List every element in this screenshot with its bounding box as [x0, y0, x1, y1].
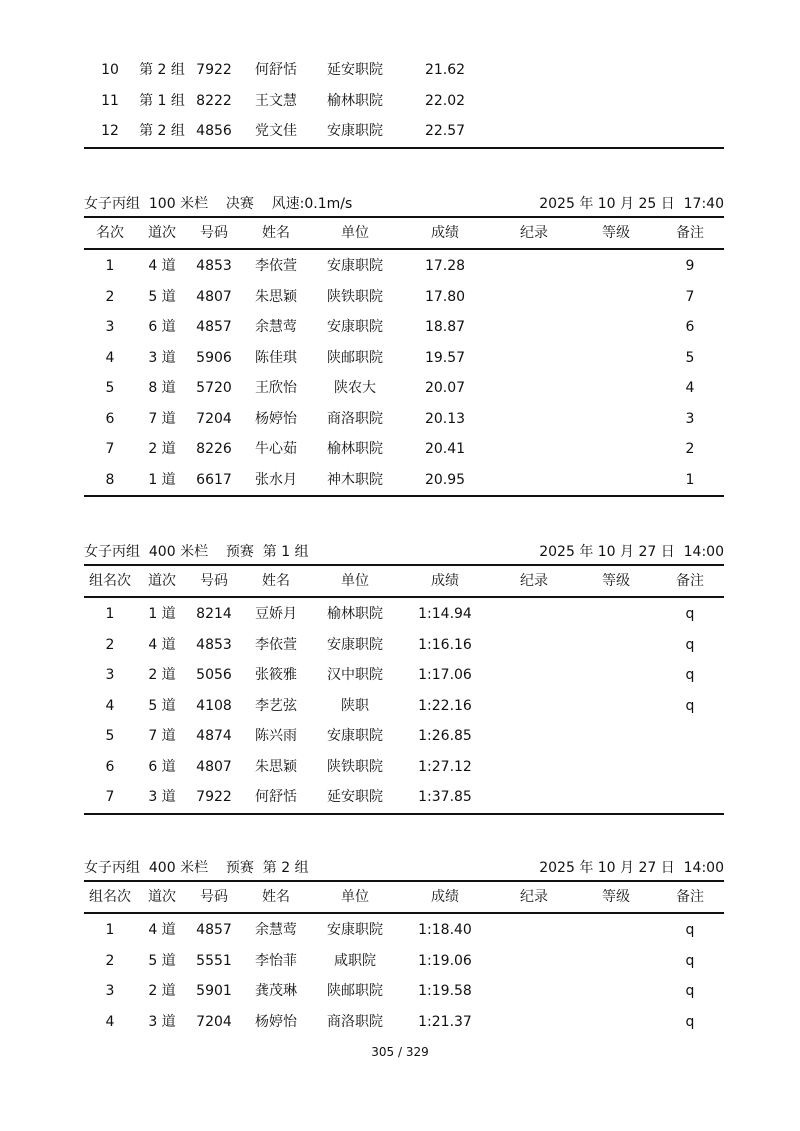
- result-cell: 22.57: [424, 123, 466, 139]
- name-cell: 王文慧: [255, 92, 297, 109]
- table-row: [84, 599, 724, 630]
- rank-header: 组名次: [89, 573, 131, 589]
- note-cell: q: [685, 606, 695, 622]
- name-cell: 豆娇月: [255, 606, 297, 622]
- table-header: [84, 216, 724, 250]
- result-cell: 1:26.85: [418, 728, 472, 744]
- lane-cell: 2 道: [148, 983, 176, 999]
- event-title: 女子丙组 400 米栏 预赛 第 1 组: [84, 544, 309, 560]
- event-datetime: 2025 年 10 月 25 日 17:40: [539, 196, 724, 212]
- table-row: [84, 55, 724, 86]
- result-cell: 1:14.94: [418, 606, 472, 622]
- unit-cell: 陕邮职院: [327, 349, 383, 366]
- note-cell: 1: [685, 471, 695, 488]
- unit-cell: 延安职院: [327, 789, 383, 805]
- rank-cell: 8: [105, 471, 115, 488]
- results-table-section: [84, 540, 724, 815]
- page-number: 305 / 329: [371, 1045, 429, 1059]
- rank-cell: 7: [105, 789, 115, 805]
- rank-header: 名次: [96, 225, 124, 241]
- note-cell: 5: [685, 349, 695, 366]
- rank-cell: 3: [105, 319, 115, 335]
- rank-cell: 5: [105, 728, 115, 744]
- note-cell: q: [685, 1013, 695, 1030]
- top-continuation-table: [84, 55, 724, 149]
- rank-cell: 2: [105, 952, 115, 969]
- table-row: [84, 782, 724, 813]
- table-end-rule: [84, 813, 724, 815]
- unit-cell: 榆林职院: [327, 606, 383, 622]
- note-header: 备注: [676, 573, 704, 589]
- name-cell: 余慧莺: [255, 922, 297, 938]
- lane-cell: 1 道: [148, 471, 176, 488]
- unit-cell: 陕铁职院: [327, 288, 383, 305]
- table-row: [84, 752, 724, 783]
- table-row: [84, 373, 724, 404]
- lane-cell: 5 道: [148, 697, 176, 714]
- table-row: [84, 721, 724, 752]
- result-cell: 1:22.16: [418, 697, 472, 714]
- table-row: [84, 465, 724, 496]
- unit-cell: 延安职院: [327, 62, 383, 78]
- bib-cell: 4853: [196, 636, 232, 653]
- lane-cell: 3 道: [148, 1013, 176, 1030]
- result-cell: 17.80: [424, 288, 466, 305]
- lane-cell: 1 道: [148, 606, 176, 622]
- lane-cell: 7 道: [148, 410, 176, 427]
- name-cell: 党文佳: [255, 123, 297, 139]
- table-row: [84, 1007, 724, 1038]
- table-header: [84, 880, 724, 914]
- bib-cell: 4807: [196, 758, 232, 775]
- note-cell: q: [685, 922, 695, 938]
- table-row: [84, 86, 724, 117]
- name-cell: 余慧莺: [255, 319, 297, 335]
- result-cell: 1:27.12: [418, 758, 472, 775]
- event-datetime: 2025 年 10 月 27 日 14:00: [539, 860, 724, 876]
- bib-cell: 7922: [196, 789, 232, 805]
- rank-cell: 1: [105, 606, 115, 622]
- rank-header: 组名次: [89, 889, 131, 905]
- bib-cell: 7204: [196, 1013, 232, 1030]
- event-datetime: 2025 年 10 月 27 日 14:00: [539, 544, 724, 560]
- rank-cell: 3: [105, 667, 115, 683]
- unit-cell: 咸职院: [334, 952, 376, 969]
- result-cell: 20.07: [424, 380, 466, 396]
- result-cell: 18.87: [424, 319, 466, 335]
- grade-header: 等级: [602, 573, 630, 589]
- lane-cell: 3 道: [148, 349, 176, 366]
- lane-cell: 7 道: [148, 728, 176, 744]
- bib-cell: 8222: [196, 92, 232, 109]
- rank-cell: 4: [105, 349, 115, 366]
- group-cell: 第 2 组: [139, 123, 185, 139]
- name-cell: 朱思颖: [255, 758, 297, 775]
- group-cell: 第 1 组: [139, 92, 185, 109]
- name-cell: 陈兴雨: [255, 728, 297, 744]
- name-cell: 朱思颖: [255, 288, 297, 305]
- lane-cell: 6 道: [148, 319, 176, 335]
- bib-cell: 4857: [196, 922, 232, 938]
- unit-header: 单位: [341, 225, 369, 241]
- result-cell: 1:19.06: [418, 952, 472, 969]
- note-cell: q: [685, 697, 695, 714]
- rank-cell: 4: [105, 697, 115, 714]
- lane-cell: 4 道: [148, 922, 176, 938]
- results-table-section: [84, 192, 724, 497]
- result-cell: 1:19.58: [418, 983, 472, 999]
- event-title-bar: [84, 856, 724, 880]
- result-cell: 22.02: [424, 92, 466, 109]
- record-header: 纪录: [520, 889, 548, 905]
- event-title: 女子丙组 100 米栏 决赛 风速:0.1m/s: [84, 196, 353, 212]
- bib-cell: 4856: [196, 123, 232, 139]
- note-cell: q: [685, 952, 695, 969]
- name-cell: 牛心茹: [255, 441, 297, 457]
- result-cell: 1:21.37: [418, 1013, 472, 1030]
- table-row: [84, 630, 724, 661]
- table-row: [84, 343, 724, 374]
- result-cell: 1:16.16: [418, 636, 472, 653]
- table-header: [84, 564, 724, 598]
- note-cell: 9: [685, 258, 695, 274]
- note-header: 备注: [676, 225, 704, 241]
- name-cell: 张水月: [255, 471, 297, 488]
- bib-cell: 5901: [196, 983, 232, 999]
- bib-cell: 5906: [196, 349, 232, 366]
- lane-cell: 4 道: [148, 258, 176, 274]
- name-cell: 李艺弦: [255, 697, 297, 714]
- bib-cell: 7204: [196, 410, 232, 427]
- event-title-bar: [84, 192, 724, 216]
- unit-cell: 陕职: [341, 697, 369, 714]
- table-row: [84, 116, 724, 147]
- result-cell: 1:17.06: [418, 667, 472, 683]
- bib-cell: 4108: [196, 697, 232, 714]
- result-cell: 20.13: [424, 410, 466, 427]
- unit-cell: 安康职院: [327, 123, 383, 139]
- lane-cell: 5 道: [148, 288, 176, 305]
- rank-cell: 11: [101, 92, 119, 109]
- rank-cell: 2: [105, 636, 115, 653]
- rank-cell: 4: [105, 1013, 115, 1030]
- name-cell: 龚茂琳: [255, 983, 297, 999]
- bib-cell: 4853: [196, 258, 232, 274]
- record-header: 纪录: [520, 225, 548, 241]
- unit-cell: 陕铁职院: [327, 758, 383, 775]
- name-cell: 李怡菲: [255, 952, 297, 969]
- result-cell: 1:37.85: [418, 789, 472, 805]
- name-cell: 杨婷怡: [255, 410, 297, 427]
- event-title-bar: [84, 540, 724, 564]
- table-row: [84, 915, 724, 946]
- note-cell: q: [685, 636, 695, 653]
- unit-cell: 陕农大: [334, 380, 376, 396]
- bib-cell: 4874: [196, 728, 232, 744]
- result-header: 成绩: [431, 889, 459, 905]
- bib-cell: 5056: [196, 667, 232, 683]
- result-header: 成绩: [431, 573, 459, 589]
- lane-cell: 4 道: [148, 636, 176, 653]
- name-cell: 王欣怡: [255, 380, 297, 396]
- note-cell: 2: [685, 441, 695, 457]
- table-row: [84, 282, 724, 313]
- result-cell: 20.95: [424, 471, 466, 488]
- results-table-section: [84, 856, 724, 1037]
- name-cell: 何舒恬: [255, 789, 297, 805]
- unit-cell: 安康职院: [327, 636, 383, 653]
- table-row: [84, 434, 724, 465]
- rank-cell: 1: [105, 922, 115, 938]
- rank-cell: 10: [101, 62, 119, 78]
- rank-cell: 6: [105, 410, 115, 427]
- rank-cell: 5: [105, 380, 115, 396]
- table-end-rule: [84, 495, 724, 497]
- result-cell: 20.41: [424, 441, 466, 457]
- grade-header: 等级: [602, 225, 630, 241]
- name-cell: 何舒恬: [255, 62, 297, 78]
- note-cell: 7: [685, 288, 695, 305]
- group-cell: 第 2 组: [139, 62, 185, 78]
- result-cell: 19.57: [424, 349, 466, 366]
- lane-cell: 3 道: [148, 789, 176, 805]
- table-row: [84, 312, 724, 343]
- rank-cell: 2: [105, 288, 115, 305]
- lane-cell: 8 道: [148, 380, 176, 396]
- rank-cell: 12: [101, 123, 119, 139]
- bib-header: 号码: [200, 225, 228, 241]
- table-row: [84, 946, 724, 977]
- lane-header: 道次: [148, 225, 176, 241]
- result-header: 成绩: [431, 225, 459, 241]
- bib-cell: 4807: [196, 288, 232, 305]
- name-cell: 张筱雅: [255, 667, 297, 683]
- record-header: 纪录: [520, 573, 548, 589]
- table-row: [84, 660, 724, 691]
- note-cell: 6: [685, 319, 695, 335]
- result-cell: 1:18.40: [418, 922, 472, 938]
- bib-cell: 8226: [196, 441, 232, 457]
- rank-cell: 6: [105, 758, 115, 775]
- name-cell: 李依萱: [255, 258, 297, 274]
- unit-cell: 神木职院: [327, 471, 383, 488]
- bib-header: 号码: [200, 573, 228, 589]
- name-cell: 杨婷怡: [255, 1013, 297, 1030]
- name-cell: 李依萱: [255, 636, 297, 653]
- note-cell: q: [685, 983, 695, 999]
- bib-header: 号码: [200, 889, 228, 905]
- rank-cell: 7: [105, 441, 115, 457]
- note-header: 备注: [676, 889, 704, 905]
- table-row: [84, 404, 724, 435]
- bib-cell: 8214: [196, 606, 232, 622]
- bib-cell: 6617: [196, 471, 232, 488]
- rank-cell: 1: [105, 258, 115, 274]
- event-title: 女子丙组 400 米栏 预赛 第 2 组: [84, 860, 309, 876]
- grade-header: 等级: [602, 889, 630, 905]
- unit-header: 单位: [341, 573, 369, 589]
- bib-cell: 7922: [196, 62, 232, 78]
- unit-cell: 陕邮职院: [327, 983, 383, 999]
- bib-cell: 5551: [196, 952, 232, 969]
- name-header: 姓名: [262, 889, 290, 905]
- name-cell: 陈佳琪: [255, 349, 297, 366]
- lane-cell: 6 道: [148, 758, 176, 775]
- unit-cell: 安康职院: [327, 258, 383, 274]
- unit-cell: 安康职院: [327, 728, 383, 744]
- result-cell: 17.28: [424, 258, 466, 274]
- rank-cell: 3: [105, 983, 115, 999]
- lane-cell: 2 道: [148, 441, 176, 457]
- table-row: [84, 976, 724, 1007]
- unit-cell: 汉中职院: [327, 667, 383, 683]
- name-header: 姓名: [262, 225, 290, 241]
- lane-cell: 5 道: [148, 952, 176, 969]
- note-cell: 3: [685, 410, 695, 427]
- unit-cell: 商洛职院: [327, 410, 383, 427]
- bib-cell: 4857: [196, 319, 232, 335]
- lane-header: 道次: [148, 573, 176, 589]
- unit-cell: 安康职院: [327, 319, 383, 335]
- unit-header: 单位: [341, 889, 369, 905]
- table-row: [84, 691, 724, 722]
- result-cell: 21.62: [424, 62, 466, 78]
- bib-cell: 5720: [196, 380, 232, 396]
- note-cell: 4: [685, 380, 695, 396]
- table-row: [84, 251, 724, 282]
- unit-cell: 榆林职院: [327, 441, 383, 457]
- note-cell: q: [685, 667, 695, 683]
- lane-cell: 2 道: [148, 667, 176, 683]
- name-header: 姓名: [262, 573, 290, 589]
- unit-cell: 商洛职院: [327, 1013, 383, 1030]
- unit-cell: 榆林职院: [327, 92, 383, 109]
- lane-header: 道次: [148, 889, 176, 905]
- unit-cell: 安康职院: [327, 922, 383, 938]
- table-end-rule: [84, 147, 724, 149]
